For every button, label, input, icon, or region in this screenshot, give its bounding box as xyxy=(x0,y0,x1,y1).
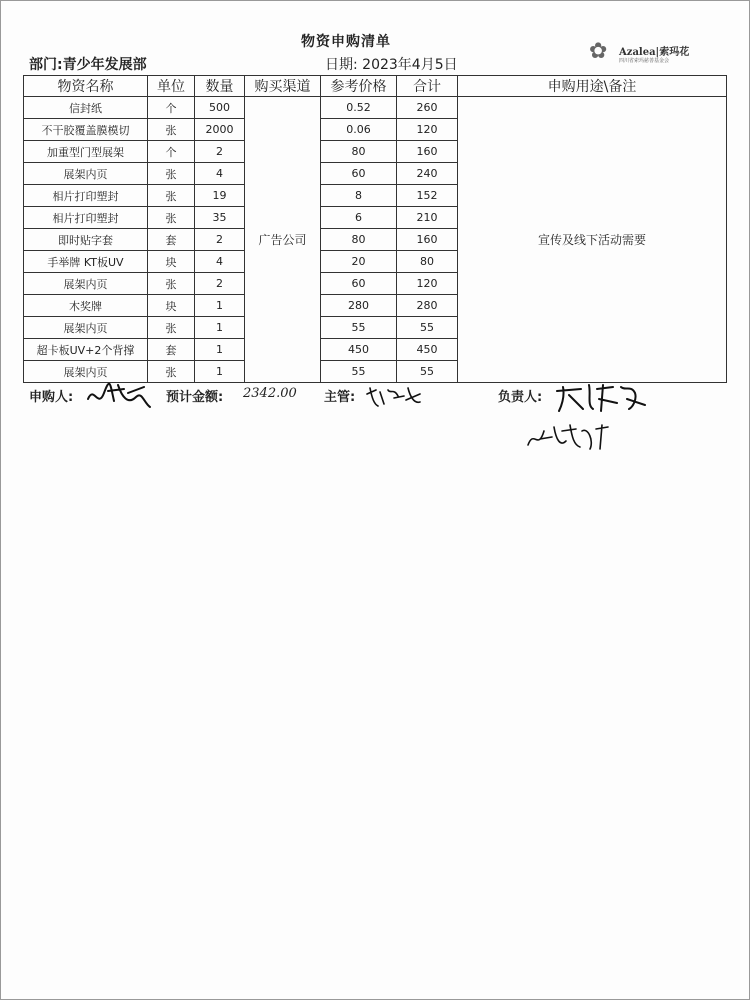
cell-total: 55 xyxy=(397,317,458,339)
cell-item-name: 超卡板UV+2个背撑 xyxy=(24,339,148,361)
azalea-logo xyxy=(589,39,699,69)
cell-total: 280 xyxy=(397,295,458,317)
cell-item-name: 信封纸 xyxy=(24,97,148,119)
cell-total: 160 xyxy=(397,229,458,251)
cell-unit: 套 xyxy=(148,339,195,361)
cell-price: 60 xyxy=(321,163,397,185)
cell-channel: 广告公司 xyxy=(245,97,321,383)
cell-price: 60 xyxy=(321,273,397,295)
cell-quantity: 2 xyxy=(195,229,245,251)
cell-item-name: 木奖牌 xyxy=(24,295,148,317)
table-header-row xyxy=(24,76,727,97)
cell-quantity: 1 xyxy=(195,361,245,383)
header-price: 参考价格 xyxy=(321,76,397,97)
header-quantity: 数量 xyxy=(195,76,245,97)
cell-total: 450 xyxy=(397,339,458,361)
responsible-signature xyxy=(553,381,649,419)
cell-unit: 张 xyxy=(148,207,195,229)
cell-total: 260 xyxy=(397,97,458,119)
header-item-name: 物资名称 xyxy=(24,76,148,97)
cell-unit: 张 xyxy=(148,185,195,207)
cell-total: 55 xyxy=(397,361,458,383)
cell-quantity: 1 xyxy=(195,317,245,339)
cell-quantity: 1 xyxy=(195,339,245,361)
cell-price: 55 xyxy=(321,317,397,339)
cell-unit: 个 xyxy=(148,97,195,119)
cell-price: 80 xyxy=(321,229,397,251)
cell-unit: 张 xyxy=(148,361,195,383)
cell-price: 6 xyxy=(321,207,397,229)
applicant-signature xyxy=(84,379,154,417)
cell-price: 0.52 xyxy=(321,97,397,119)
cell-price: 8 xyxy=(321,185,397,207)
cell-price: 55 xyxy=(321,361,397,383)
table-body xyxy=(24,97,727,383)
cell-item-name: 展架内页 xyxy=(24,361,148,383)
cell-price: 20 xyxy=(321,251,397,273)
cell-quantity: 35 xyxy=(195,207,245,229)
purchase-table xyxy=(23,75,727,383)
cell-total: 120 xyxy=(397,273,458,295)
header-total: 合计 xyxy=(397,76,458,97)
cell-total: 240 xyxy=(397,163,458,185)
budget-label: 预计金额: xyxy=(166,390,224,405)
cell-unit: 块 xyxy=(148,251,195,273)
responsible-label: 负责人: xyxy=(498,390,543,405)
cell-purpose: 宣传及线下活动需要 xyxy=(458,97,727,383)
applicant-label: 申购人: xyxy=(29,390,74,405)
cell-unit: 张 xyxy=(148,163,195,185)
department-label: 部门:青少年发展部 xyxy=(29,57,147,73)
cell-item-name: 相片打印塑封 xyxy=(24,185,148,207)
header-purpose: 申购用途\备注 xyxy=(458,76,727,97)
cell-item-name: 相片打印塑封 xyxy=(24,207,148,229)
cell-item-name: 展架内页 xyxy=(24,317,148,339)
flower-icon: ✿ xyxy=(589,39,608,64)
cell-quantity: 500 xyxy=(195,97,245,119)
cell-item-name: 即时贴字套 xyxy=(24,229,148,251)
logo-brand-text: Azalea|索玛花 xyxy=(619,47,690,58)
cell-item-name: 手举牌 KT板UV xyxy=(24,251,148,273)
cell-unit: 套 xyxy=(148,229,195,251)
cell-quantity: 2000 xyxy=(195,119,245,141)
cell-price: 0.06 xyxy=(321,119,397,141)
cell-price: 80 xyxy=(321,141,397,163)
cell-unit: 个 xyxy=(148,141,195,163)
table-row xyxy=(24,97,727,119)
supervisor-label: 主管: xyxy=(324,390,356,405)
cell-item-name: 展架内页 xyxy=(24,163,148,185)
cell-item-name: 展架内页 xyxy=(24,273,148,295)
cell-total: 80 xyxy=(397,251,458,273)
second-signature xyxy=(524,421,614,457)
cell-quantity: 4 xyxy=(195,163,245,185)
cell-total: 160 xyxy=(397,141,458,163)
form-title: 物资申购清单 xyxy=(301,34,391,50)
header-channel: 购买渠道 xyxy=(245,76,321,97)
cell-quantity: 19 xyxy=(195,185,245,207)
budget-amount: 2342.00 xyxy=(243,386,297,401)
cell-quantity: 2 xyxy=(195,273,245,295)
cell-unit: 张 xyxy=(148,119,195,141)
header-unit: 单位 xyxy=(148,76,195,97)
cell-item-name: 加重型门型展架 xyxy=(24,141,148,163)
cell-unit: 张 xyxy=(148,273,195,295)
cell-item-name: 不干胶覆盖膜模切 xyxy=(24,119,148,141)
cell-total: 210 xyxy=(397,207,458,229)
cell-total: 120 xyxy=(397,119,458,141)
cell-quantity: 2 xyxy=(195,141,245,163)
date-label: 日期: 2023年4月5日 xyxy=(325,57,458,73)
cell-quantity: 4 xyxy=(195,251,245,273)
cell-price: 450 xyxy=(321,339,397,361)
cell-quantity: 1 xyxy=(195,295,245,317)
cell-unit: 块 xyxy=(148,295,195,317)
logo-subtitle: 四川省索玛慈善基金会 xyxy=(619,58,670,64)
cell-price: 280 xyxy=(321,295,397,317)
supervisor-signature xyxy=(364,384,424,412)
cell-unit: 张 xyxy=(148,317,195,339)
cell-total: 152 xyxy=(397,185,458,207)
